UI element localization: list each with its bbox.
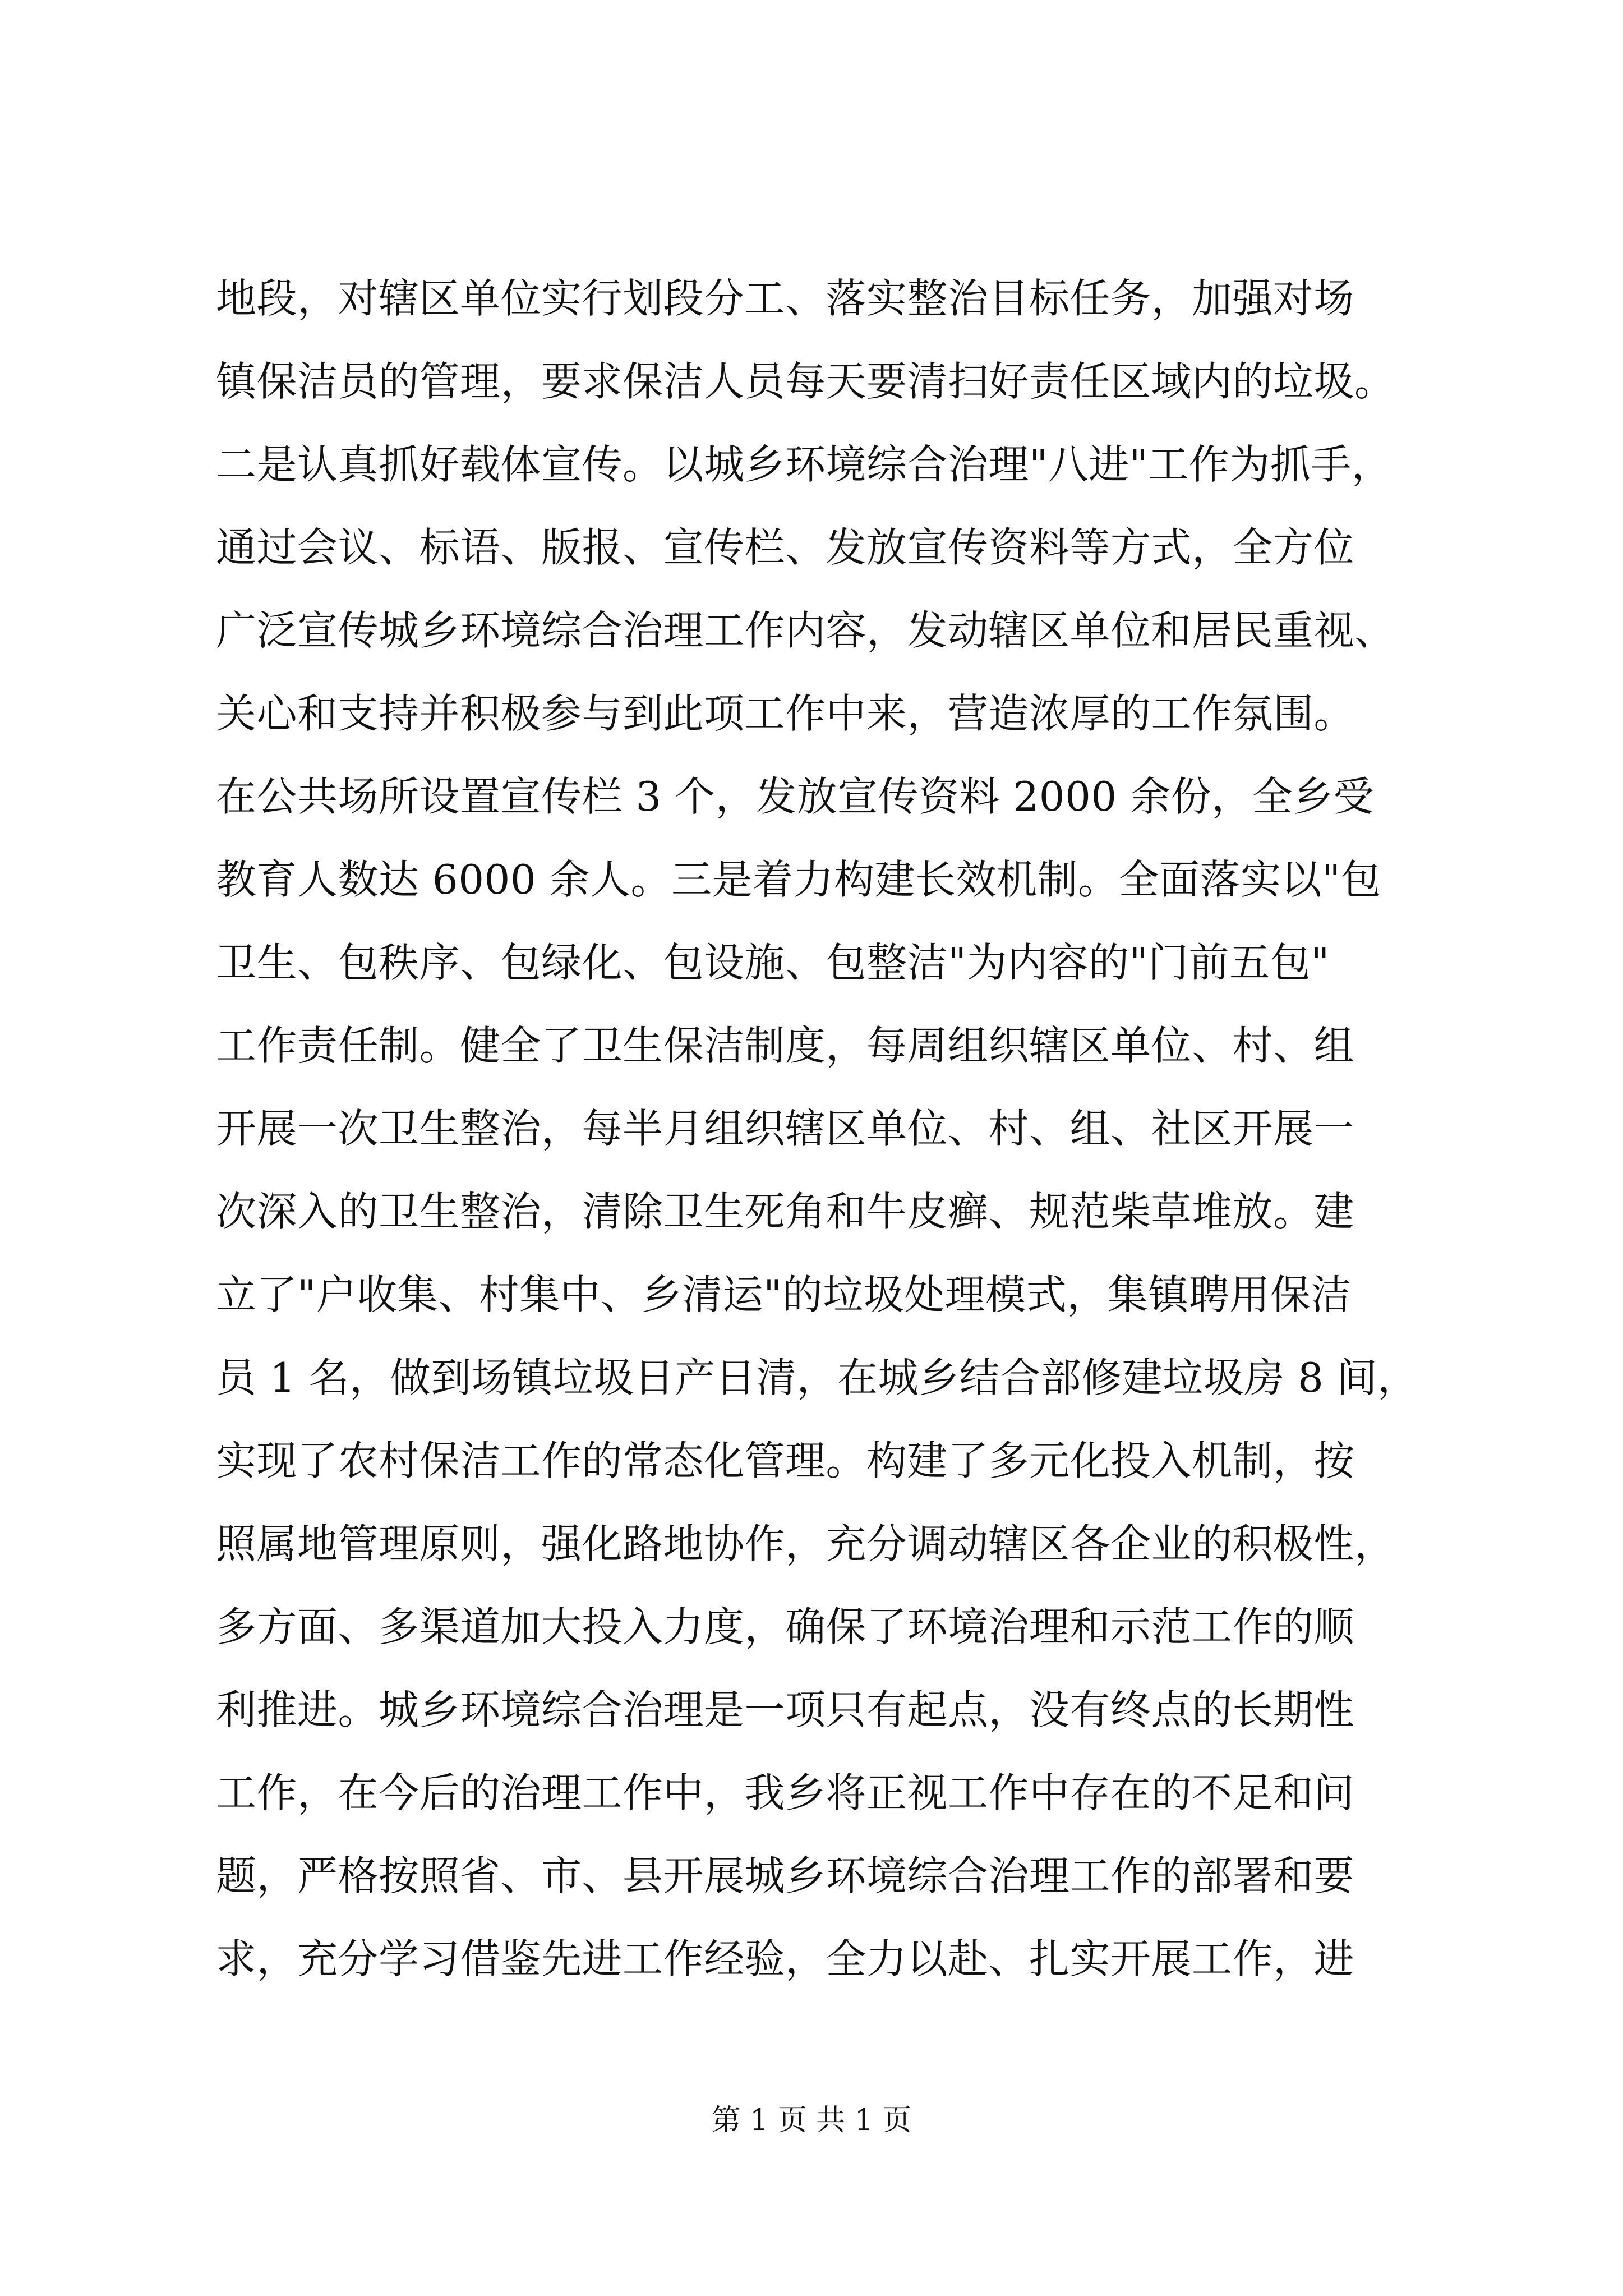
text-line: 利推进。城乡环境综合治理是一项只有起点，没有终点的长期性 [216, 1686, 1355, 1733]
text-line: 地段，对辖区单位实行划段分工、落实整治目标任务，加强对场 [216, 275, 1355, 322]
text-line: 立了"户收集、村集中、乡清运"的垃圾处理模式，集镇聘用保洁 [216, 1271, 1352, 1318]
text-line: 开展一次卫生整治，每半月组织辖区单位、村、组、社区开展一 [216, 1105, 1355, 1152]
text-line: 多方面、多渠道加大投入力度，确保了环境治理和示范工作的顺 [216, 1603, 1355, 1650]
page-footer [0, 2098, 1623, 2143]
text-line: 关心和支持并积极参与到此项工作中来，营造浓厚的工作氛围。 [216, 690, 1355, 737]
text-line: 工作责任制。健全了卫生保洁制度，每周组织辖区单位、村、组 [216, 1022, 1355, 1069]
text-line: 二是认真抓好载体宣传。以城乡环境综合治理"八进"工作为抓手， [216, 441, 1393, 488]
text-line: 实现了农村保洁工作的常态化管理。构建了多元化投入机制，按 [216, 1437, 1355, 1484]
text-line: 题，严格按照省、市、县开展城乡环境综合治理工作的部署和要 [216, 1852, 1355, 1899]
text-line: 教育人数达 6000 余人。三是着力构建长效机制。全面落实以"包 [216, 856, 1382, 903]
body-text [216, 257, 1427, 2000]
text-line: 通过会议、标语、版报、宣传栏、发放宣传资料等方式，全方位 [216, 524, 1355, 571]
text-line: 员 1 名，做到场镇垃圾日产日清，在城乡结合部修建垃圾房 8 间， [216, 1354, 1418, 1401]
text-line: 工作，在今后的治理工作中，我乡将正视工作中存在的不足和问 [216, 1769, 1355, 1816]
text-line: 次深入的卫生整治，清除卫生死角和牛皮癣、规范柴草堆放。建 [216, 1188, 1355, 1235]
text-line: 求，充分学习借鉴先进工作经验，全力以赴、扎实开展工作，进 [216, 1935, 1355, 1982]
page-number: 第 1 页 共 1 页 [711, 2104, 912, 2137]
text-line: 在公共场所设置宣传栏 3 个，发放宣传资料 2000 余份，全乡受 [216, 773, 1375, 820]
text-line: 镇保洁员的管理，要求保洁人员每天要清扫好责任区域内的垃圾。 [216, 358, 1395, 405]
text-line: 卫生、包秩序、包绿化、包设施、包整洁"为内容的"门前五包" [216, 939, 1330, 986]
text-line: 广泛宣传城乡环境综合治理工作内容，发动辖区单位和居民重视、 [216, 607, 1395, 654]
text-line: 照属地管理原则，强化路地协作，充分调动辖区各企业的积极性， [216, 1520, 1395, 1567]
